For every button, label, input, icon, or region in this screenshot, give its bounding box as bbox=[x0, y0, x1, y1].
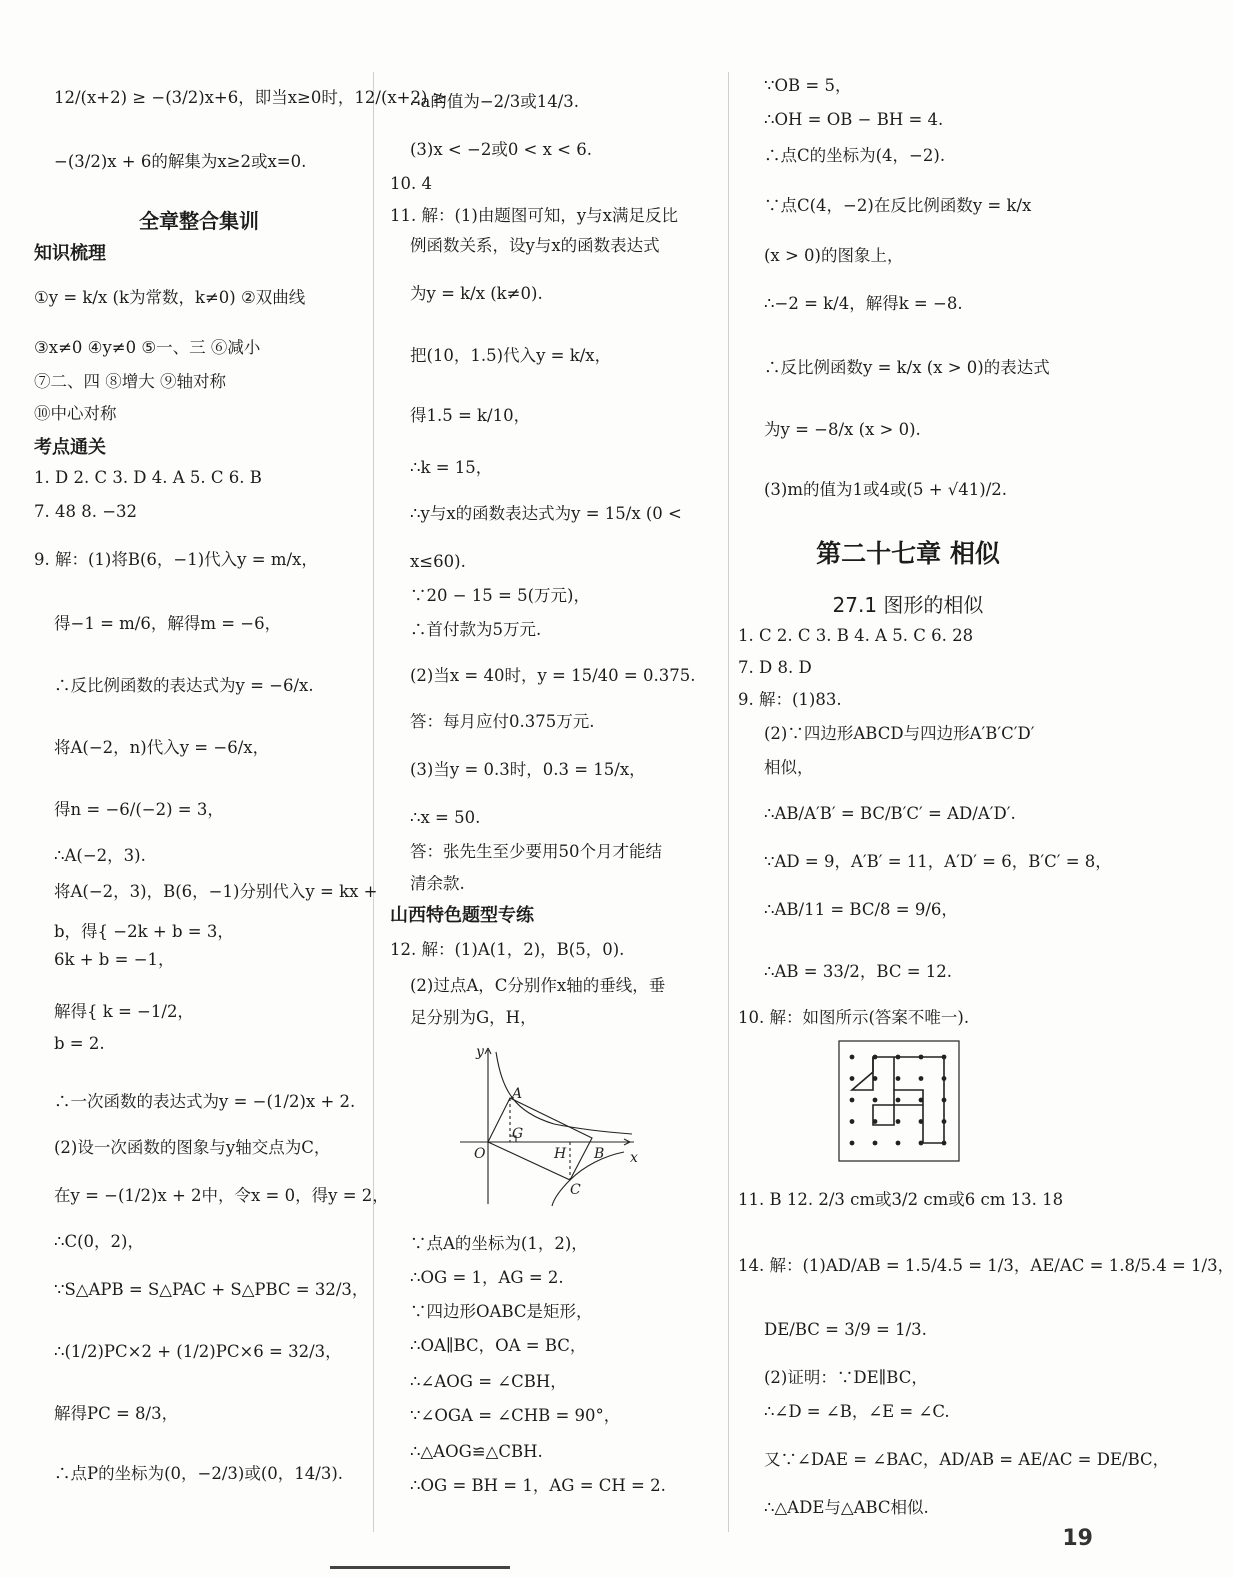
text-line: 将A(−2，n)代入y = −6/x， bbox=[54, 738, 270, 757]
text-line: ∴OG = 1，AG = 2. bbox=[410, 1268, 564, 1287]
answer-line: 7. D 8. D bbox=[738, 658, 812, 677]
text-line: (x > 0)的图象上， bbox=[764, 246, 904, 265]
text-line: ∴OA∥BC，OA = BC， bbox=[410, 1336, 587, 1355]
text-line: ⑦二、四 ⑧增大 ⑨轴对称 bbox=[34, 372, 226, 391]
answer-line: 11. B 12. 2/3 cm或3/2 cm或6 cm 13. 18 bbox=[738, 1190, 1064, 1209]
grid-dot bbox=[896, 1076, 901, 1081]
subsection-title: 知识梳理 bbox=[34, 243, 106, 264]
grid-dot bbox=[850, 1141, 855, 1146]
text-line: 解得{ k = −1/2， bbox=[54, 1002, 194, 1021]
coordinate-figure bbox=[454, 1040, 644, 1208]
text-line: DE/BC = 3/9 = 1/3. bbox=[764, 1320, 927, 1339]
text-line: 在y = −(1/2)x + 2中，令x = 0，得y = 2， bbox=[54, 1186, 389, 1205]
text-line: ③x≠0 ④y≠0 ⑤一、三 ⑥减小 bbox=[34, 338, 261, 357]
text-line: 12. 解：(1)A(1，2)，B(5，0). bbox=[390, 940, 625, 959]
text-line: ∴首付款为5万元. bbox=[410, 620, 542, 639]
grid-dot bbox=[896, 1098, 901, 1103]
text-line: ∴△AOG≌△CBH. bbox=[410, 1442, 543, 1461]
text-line: 9. 解：(1)83. bbox=[738, 690, 842, 709]
text-line: ∴AB/A′B′ = BC/B′C′ = AD/A′D′. bbox=[764, 804, 1016, 823]
text-line: ∴k = 15， bbox=[410, 458, 493, 477]
text-line: ∴A(−2，3). bbox=[54, 846, 146, 865]
grid-dot bbox=[873, 1098, 878, 1103]
grid-dot bbox=[896, 1119, 901, 1124]
label-b: B bbox=[594, 1146, 605, 1162]
text-line: x≤60). bbox=[410, 552, 466, 571]
text-line: 例函数关系，设y与x的函数表达式 bbox=[410, 236, 660, 255]
text-line: ∴一次函数的表达式为y = −(1/2)x + 2. bbox=[54, 1092, 356, 1111]
text-line: ∴∠AOG = ∠CBH， bbox=[410, 1372, 567, 1391]
text-line: ∴∠D = ∠B，∠E = ∠C. bbox=[764, 1402, 950, 1421]
text-line: 相似， bbox=[764, 758, 814, 777]
chapter-title: 第二十七章 相似 bbox=[816, 539, 1000, 568]
text-line: ∴OG = BH = 1，AG = CH = 2. bbox=[410, 1476, 666, 1495]
text-line: −(3/2)x + 6的解集为x≥2或x=0. bbox=[54, 152, 307, 171]
text-line: ∴反比例函数的表达式为y = −6/x. bbox=[54, 676, 314, 695]
text-line: ⑩中心对称 bbox=[34, 404, 117, 423]
answer-line: 10. 4 bbox=[390, 174, 432, 193]
text-line: (2)设一次函数的图象与y轴交点为C， bbox=[54, 1138, 331, 1157]
text-line: 清余款. bbox=[410, 874, 465, 893]
shape-segment bbox=[852, 1057, 873, 1090]
text-line: (2)∵四边形ABCD与四边形A′B′C′D′ bbox=[764, 724, 1035, 743]
text-line: (2)当x = 40时，y = 15/40 = 0.375. bbox=[410, 666, 696, 685]
text-line: 把(10，1.5)代入y = k/x， bbox=[410, 346, 612, 365]
text-line: 答：每月应付0.375万元. bbox=[410, 712, 595, 731]
text-line: 足分别为G，H， bbox=[410, 1008, 537, 1027]
text-line: ∴点C的坐标为(4，−2). bbox=[764, 146, 946, 165]
bottom-rule bbox=[330, 1566, 510, 1573]
grid-dot bbox=[850, 1055, 855, 1060]
text-line: 为y = k/x (k≠0). bbox=[410, 284, 543, 303]
text-line: 11. 解：(1)由题图可知，y与x满足反比 bbox=[390, 206, 678, 225]
text-line: ∴a的值为−2/3或14/3. bbox=[410, 92, 580, 111]
text-line: 10. 解：如图所示(答案不唯一). bbox=[738, 1008, 970, 1027]
text-line: ∴点P的坐标为(0，−2/3)或(0，14/3). bbox=[54, 1464, 344, 1483]
subsection-title: 山西特色题型专练 bbox=[390, 905, 534, 926]
text-line: 9. 解：(1)将B(6，−1)代入y = m/x， bbox=[34, 550, 318, 569]
grid-dot bbox=[850, 1098, 855, 1103]
text-line: 为y = −8/x (x > 0). bbox=[764, 420, 921, 439]
label-y: y bbox=[476, 1044, 484, 1060]
text-line: b，得{ −2k + b = 3， bbox=[54, 922, 234, 941]
text-line: ∴C(0，2)， bbox=[54, 1232, 144, 1251]
section-title: 27.1 图形的相似 bbox=[832, 593, 984, 617]
label-o: O bbox=[474, 1146, 486, 1162]
grid-figure bbox=[838, 1040, 960, 1162]
text-line: 解得PC = 8/3， bbox=[54, 1404, 179, 1423]
shape-segment bbox=[873, 1057, 944, 1143]
text-line: 又∵∠DAE = ∠BAC，AD/AB = AE/AC = DE/BC， bbox=[764, 1450, 1170, 1469]
section-title: 全章整合集训 bbox=[139, 209, 259, 233]
label-h: H bbox=[554, 1146, 567, 1162]
text-line: 6k + b = −1， bbox=[54, 950, 175, 969]
answer-line: 1. C 2. C 3. B 4. A 5. C 6. 28 bbox=[738, 626, 974, 645]
text-line: (2)过点A，C分别作x轴的垂线，垂 bbox=[410, 976, 666, 995]
grid-dot bbox=[873, 1141, 878, 1146]
grid-dot bbox=[850, 1076, 855, 1081]
text-line: ∵20 − 15 = 5(万元)， bbox=[410, 586, 590, 605]
grid-dot bbox=[919, 1076, 924, 1081]
text-line: ∴−2 = k/4，解得k = −8. bbox=[764, 294, 963, 313]
text-line: 将A(−2，3)，B(6，−1)分别代入y = kx + bbox=[54, 882, 378, 901]
text-line: ∴(1/2)PC×2 + (1/2)PC×6 = 32/3， bbox=[54, 1342, 342, 1361]
text-line: ∴OH = OB − BH = 4. bbox=[764, 110, 944, 129]
text-line: 12/(x+2) ≥ −(3/2)x+6，即当x≥0时，12/(x+2) ≥ bbox=[54, 88, 447, 107]
label-a: A bbox=[512, 1086, 523, 1102]
label-x: x bbox=[630, 1150, 638, 1166]
subsection-title: 考点通关 bbox=[34, 437, 106, 458]
text-line: ∵AD = 9，A′B′ = 11，A′D′ = 6，B′C′ = 8， bbox=[764, 852, 1112, 871]
grid-dot bbox=[896, 1141, 901, 1146]
text-line: ∵S△APB = S△PAC + S△PBC = 32/3， bbox=[54, 1280, 369, 1299]
text-line: ∴△ADE与△ABC相似. bbox=[764, 1498, 929, 1517]
text-line: (3)m的值为1或4或(5 + √41)/2. bbox=[764, 480, 1008, 499]
label-c: C bbox=[570, 1182, 581, 1198]
answer-line: 1. D 2. C 3. D 4. A 5. C 6. B bbox=[34, 468, 262, 487]
column-divider bbox=[373, 72, 374, 1532]
grid-dot bbox=[850, 1119, 855, 1124]
answer-line: 7. 48 8. −32 bbox=[34, 502, 138, 521]
grid-dots bbox=[850, 1055, 947, 1146]
text-line: 得−1 = m/6，解得m = −6， bbox=[54, 614, 282, 633]
text-line: 得n = −6/(−2) = 3， bbox=[54, 800, 224, 819]
rectangle-oabc bbox=[488, 1098, 592, 1180]
text-line: 14. 解：(1)AD/AB = 1.5/4.5 = 1/3，AE/AC = 1.8/5.4 = 1/3， bbox=[738, 1256, 1234, 1275]
text-line: ∵OB = 5， bbox=[764, 76, 852, 95]
text-line: (3)x < −2或0 < x < 6. bbox=[410, 140, 592, 159]
text-line: ∵点C(4，−2)在反比例函数y = k/x bbox=[764, 196, 1032, 215]
text-line: ①y = k/x (k为常数，k≠0) ②双曲线 bbox=[34, 288, 306, 307]
text-line: ∵点A的坐标为(1，2)， bbox=[410, 1234, 588, 1253]
text-line: ∵四边形OABC是矩形， bbox=[410, 1302, 593, 1321]
text-line: (2)证明：∵DE∥BC， bbox=[764, 1368, 928, 1387]
column-divider bbox=[728, 72, 729, 1532]
label-g: G bbox=[512, 1126, 524, 1142]
text-line: ∴x = 50. bbox=[410, 808, 481, 827]
text-line: ∴AB = 33/2，BC = 12. bbox=[764, 962, 953, 981]
page-number: 19 bbox=[1062, 1526, 1093, 1551]
text-line: ∴y与x的函数表达式为y = 15/x (0 < bbox=[410, 504, 682, 523]
text-line: (3)当y = 0.3时，0.3 = 15/x， bbox=[410, 760, 646, 779]
text-line: ∴反比例函数y = k/x (x > 0)的表达式 bbox=[764, 358, 1050, 377]
text-line: 答：张先生至少要用50个月才能结 bbox=[410, 842, 662, 861]
text-line: ∴AB/11 = BC/8 = 9/6， bbox=[764, 900, 958, 919]
text-line: 得1.5 = k/10， bbox=[410, 406, 531, 425]
text-line: b = 2. bbox=[54, 1034, 105, 1053]
text-line: ∵∠OGA = ∠CHB = 90°， bbox=[410, 1406, 621, 1425]
